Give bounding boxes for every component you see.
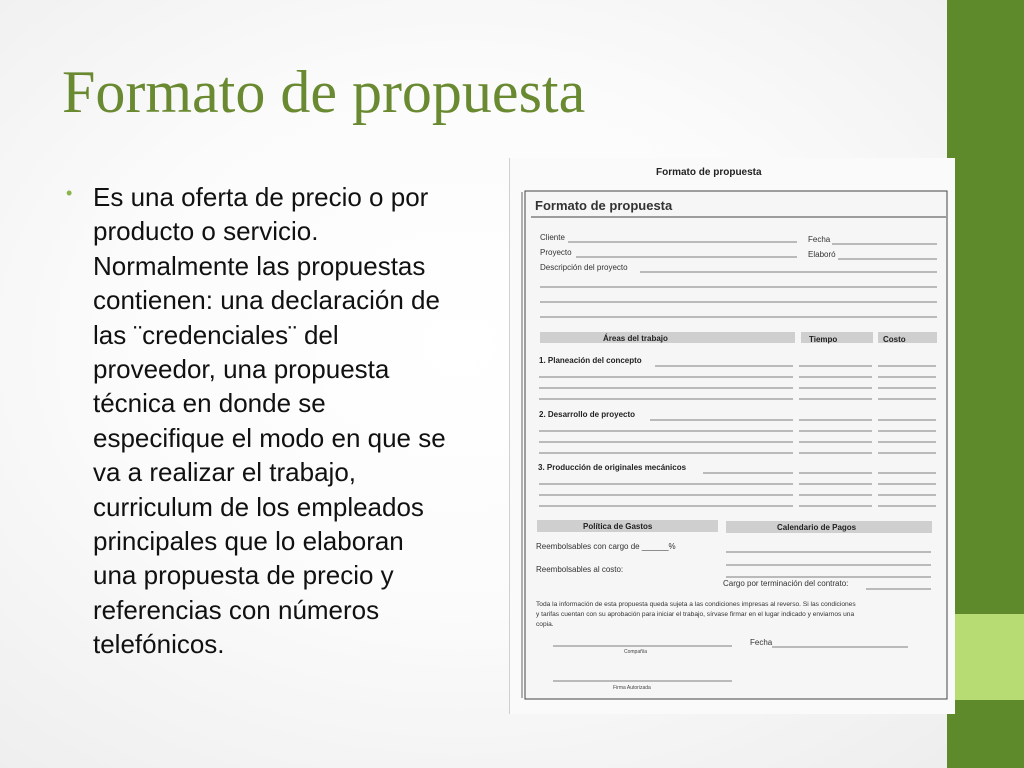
form-label-elaboro: Elaboró <box>808 250 836 259</box>
form-reembolsables-costo: Reembolsables al costo: <box>536 565 624 574</box>
form-col-costo: Costo <box>883 335 906 344</box>
form-cargo-terminacion: Cargo por terminación del contrato: <box>723 579 849 588</box>
bullet-text: Es una oferta de precio o por producto o servicio. Normalmente las propuestas contienen: una declaración de las ¨credenciales¨ del proveedor, una propuesta técnica en donde se especifique el modo en que se va a realizar el trabajo, curriculum de los empleados principales que lo elaboran una propuesta de precio y referencias con números telefónicos. <box>93 182 446 660</box>
slide-title: Formato de propuesta <box>62 59 586 125</box>
proposal-form-svg <box>510 158 955 714</box>
form-reembolsables-cargo: Reembolsables con cargo de ______% <box>536 542 676 551</box>
form-calendario: Calendario de Pagos <box>777 523 857 532</box>
form-section-3: 3. Producción de originales mecánicos <box>538 463 687 472</box>
form-label-compania: Compañía <box>624 649 648 655</box>
form-section-1: 1. Planeación del concepto <box>539 356 642 365</box>
form-label-fecha: Fecha <box>808 235 831 244</box>
form-label-fecha-firma: Fecha <box>750 638 773 647</box>
form-col-areas: Áreas del trabajo <box>603 334 668 343</box>
form-section-2: 2. Desarrollo de proyecto <box>539 410 636 419</box>
form-label-proyecto: Proyecto <box>540 248 572 257</box>
side-accent-highlight <box>947 614 1024 700</box>
proposal-form-image <box>509 158 955 714</box>
form-label-descripcion: Descripción del proyecto <box>540 263 628 272</box>
form-note-line-3: copia. <box>536 621 554 628</box>
form-note-line-1: Toda la información de esta propuesta queda sujeta a las condiciones impresas al reverso. Si las condiciones <box>536 601 856 608</box>
form-col-tiempo: Tiempo <box>809 335 838 344</box>
form-heading: Formato de propuesta <box>535 198 673 213</box>
bullet-dot-icon: • <box>66 183 73 203</box>
form-note-line-2: y tarifas cuentan con su aprobación para iniciar el trabajo, sírvase firmar en el lugar indicado y enviarnos una <box>536 611 855 618</box>
form-label-firma: Firma Autorizada <box>613 685 651 691</box>
form-politica: Política de Gastos <box>583 522 653 531</box>
form-label-cliente: Cliente <box>540 233 565 242</box>
form-caption: Formato de propuesta <box>656 167 762 178</box>
